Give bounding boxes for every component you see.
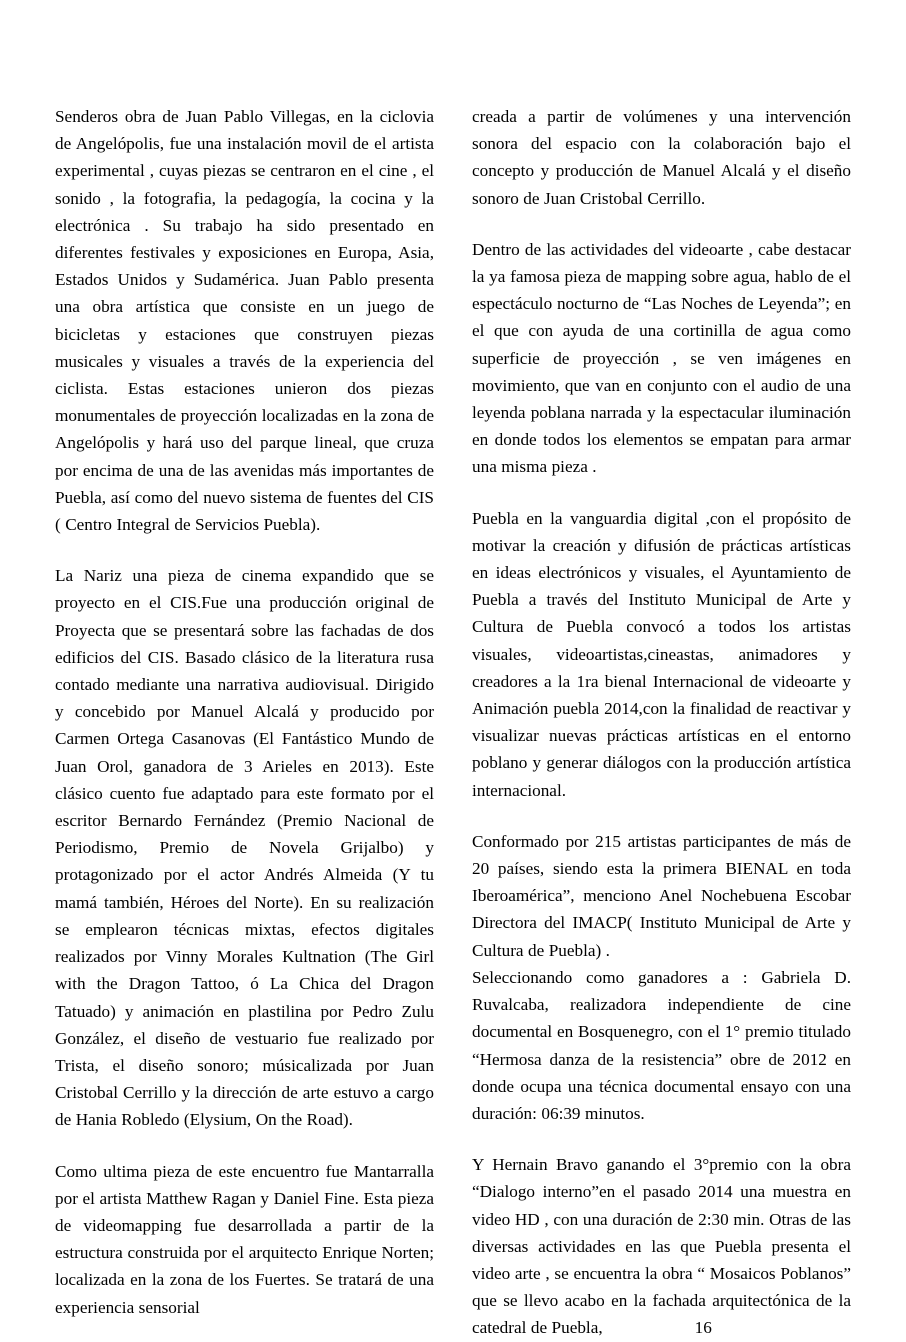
right-column — [472, 103, 851, 1342]
paragraph: Conformado por 215 artistas participantes de más de 20 países, siendo esta la primera BIENAL en toda Iberoamérica”, menciono Anel Nochebuena Escobar Directora del IMACP( Instituto Municipal de Arte y Cultura de Puebla) . — [472, 831, 851, 960]
paragraph-text: Y Hernain Bravo ganando el 3°premio con la obra “Dialogo interno”en el pasado 2014 una muestra en video HD , con una duración de 2:30 min. Otras de las diversas actividades en las que Puebla presenta el video arte , se encuentra la obra “ Mosaicos Poblanos” que se llevo acabo en la fachada arquitectónica de la catedral de Puebla, — [472, 1155, 851, 1338]
page-number: 16 — [694, 1318, 712, 1338]
paragraph: creada a partir de volúmenes y una intervención sonora del espacio con la colaboración bajo el concepto y producción de Manuel Alcalá y el diseño sonoro de Juan Cristobal Cerrillo. — [472, 107, 851, 208]
paragraph: Como ultima pieza de este encuentro fue Mantarralla por el artista Matthew Ragan y Daniel Fine. Esta pieza de videomapping fue desarrollada a partir de la estructura construida por el arquitecto Enrique Norten; localizada en la zona de los Fuertes. Se tratará de una experiencia sensorial — [55, 1161, 434, 1317]
paragraph: Seleccionando como ganadores a : Gabriela D. Ruvalcaba, realizadora independiente de cine documental en Bosquenegro, con el 1° premio titulado “Hermosa danza de la resistencia” obre de 2012 en donde ocupa una técnica documental ensayo con una duración: 06:39 minutos. — [472, 967, 851, 1123]
paragraph: Puebla en la vanguardia digital ,con el propósito de motivar la creación y difusión de prácticas artísticas en ideas electrónicos y visuales, el Ayuntamiento de Puebla a través del Instituto Municipal de Arte y Cultura de Puebla convocó a todos los artistas visuales, videoartistas,cineastas, animadores y creadores a la 1ra bienal Internacional de videoarte y Animación puebla 2014,con la finalidad de reactivar y visualizar nuevas prácticas artísticas en el entorno poblano y generar diálogos con la producción artística internacional. — [472, 508, 851, 800]
paragraph-with-page-number — [472, 1151, 851, 1341]
left-column — [55, 103, 434, 1321]
paragraph: La Nariz una pieza de cinema expandido que se proyecto en el CIS.Fue una producción original de Proyecta que se presentará sobre las fachadas de dos edificios del CIS. Basado clásico de la literatura rusa contado mediante una narrativa audiovisual. Dirigido y concebido por Manuel Alcalá y producido por Carmen Ortega Casanovas (El Fantástico Mundo de Juan Orol, ganadora de 3 Arieles en 2013). Este clásico cuento fue adaptado para este formato por el escritor Bernardo Fernández (Premio Nacional de Periodismo, Premio de Novela Grijalbo) y protagonizado por el actor Andrés Almeida (Y tu mamá también, Héroes del Norte). En su realización se emplearon técnicas mixtas, efectos digitales realizados por Vinny Morales Kultnation (The Girl with the Dragon Tattoo, ó La Chica del Dragon Tatuado) y animación en plastilina por Pedro Zulu González, el diseño de vestuario fue realizado por Trista, el diseño sonoro; músicalizada por Juan Cristobal Cerrillo y la dirección de arte estuvo a cargo de Hania Robledo (Elysium, On the Road). — [55, 566, 434, 1130]
paragraph: Dentro de las actividades del videoarte , cabe destacar la ya famosa pieza de mapping sobre agua, hablo de el espectáculo nocturno de “Las Noches de Leyenda”; en el que con ayuda de una cortinilla de agua como superficie de proyección , se ven imágenes en movimiento, que van en conjunto con el audio de una leyenda poblana narrada y la espectacular iluminación en donde todos los elementos se empatan para armar una misma pieza . — [472, 239, 851, 477]
two-column-body — [55, 103, 851, 1342]
paragraph: Senderos obra de Juan Pablo Villegas, en la ciclovia de Angelópolis, fue una instalación movil de el artista experimental , cuyas piezas se centraron en el cine , el sonido , la fotografia, la pedagogía, la cocina y la electrónica . Su trabajo ha sido presentado en diferentes festivales y exposiciones en Europa, Asia, Estados Unidos y Sudamérica. Juan Pablo presenta una obra artística que consiste en un juego de bicicletas y estaciones que construyen piezas musicales y visuales a través de la experiencia del ciclista. Estas estaciones unieron dos piezas monumentales de proyección localizadas en la zona de Angelópolis y hará uso del parque lineal, que cruza por encima de una de las avenidas más importantes de Puebla, así como del nuevo sistema de fuentes del CIS ( Centro Integral de Servicios Puebla). — [55, 107, 434, 535]
